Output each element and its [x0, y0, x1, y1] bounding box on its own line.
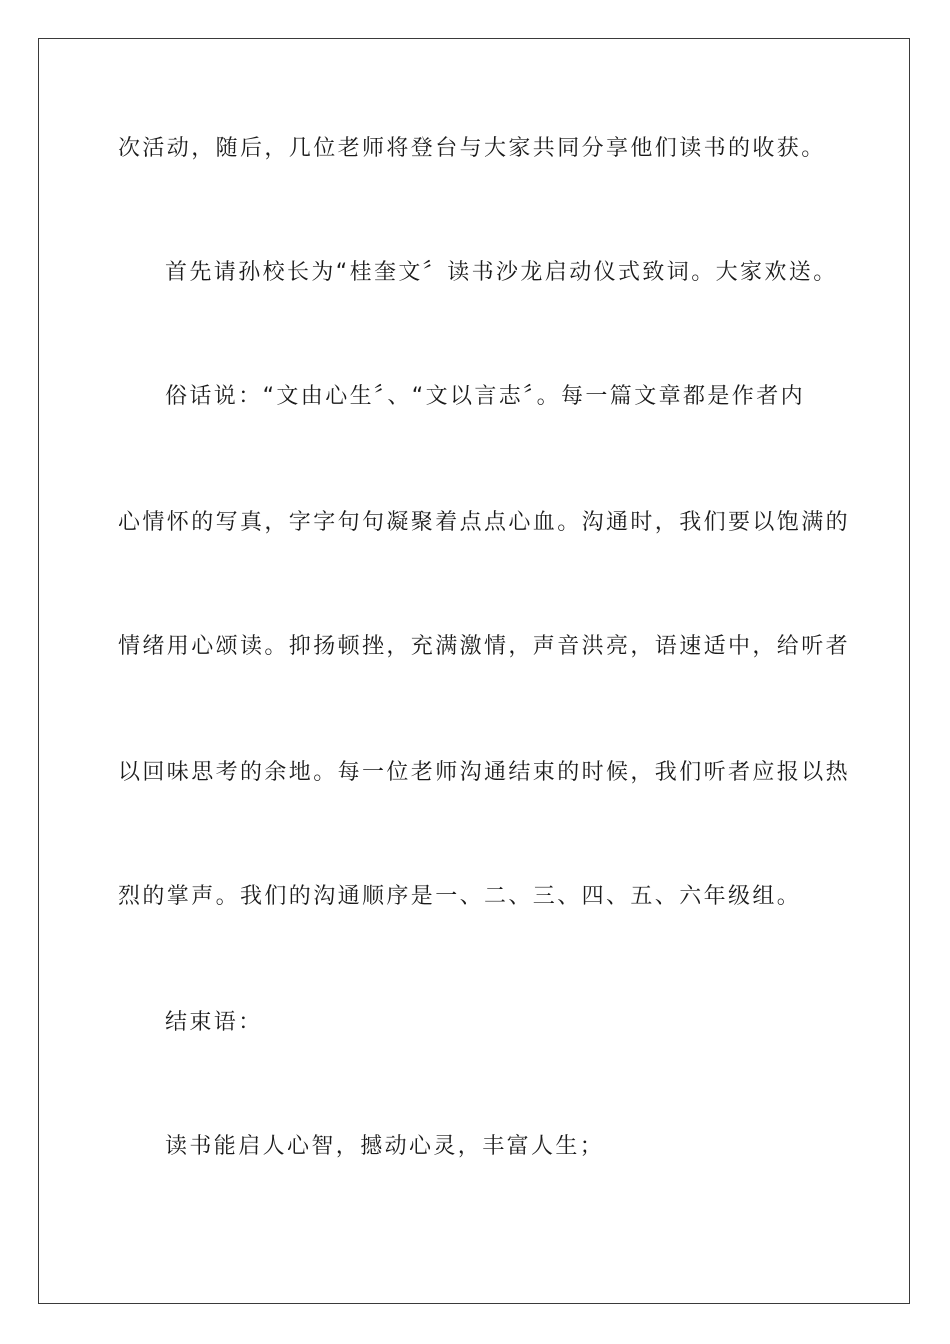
text-line-7: 烈的掌声。我们的沟通顺序是一、二、三、四、五、六年级组。 — [118, 884, 802, 909]
closing-heading: 结束语： — [165, 1010, 263, 1035]
page-border — [38, 38, 910, 1304]
text-line-1: 次活动，随后，几位老师将登台与大家共同分享他们读书的收获。 — [118, 136, 826, 161]
text-line-3: 俗话说：“文由心生〞、“文以言志〞。每一篇文章都是作者内 — [165, 384, 805, 409]
text-line-6: 以回味思考的余地。每一位老师沟通结束的时候，我们听者应报以热 — [118, 760, 851, 785]
text-line-4: 心情怀的写真，字字句句凝聚着点点心血。沟通时，我们要以饱满的 — [118, 510, 851, 535]
text-line-2: 首先请孙校长为“桂奎文〞读书沙龙启动仪式致词。大家欢送。 — [165, 260, 838, 285]
text-line-5: 情绪用心颂读。抑扬顿挫，充满激情，声音洪亮，语速适中，给听者 — [118, 634, 851, 659]
text-line-9: 读书能启人心智，撼动心灵，丰富人生； — [165, 1134, 605, 1159]
